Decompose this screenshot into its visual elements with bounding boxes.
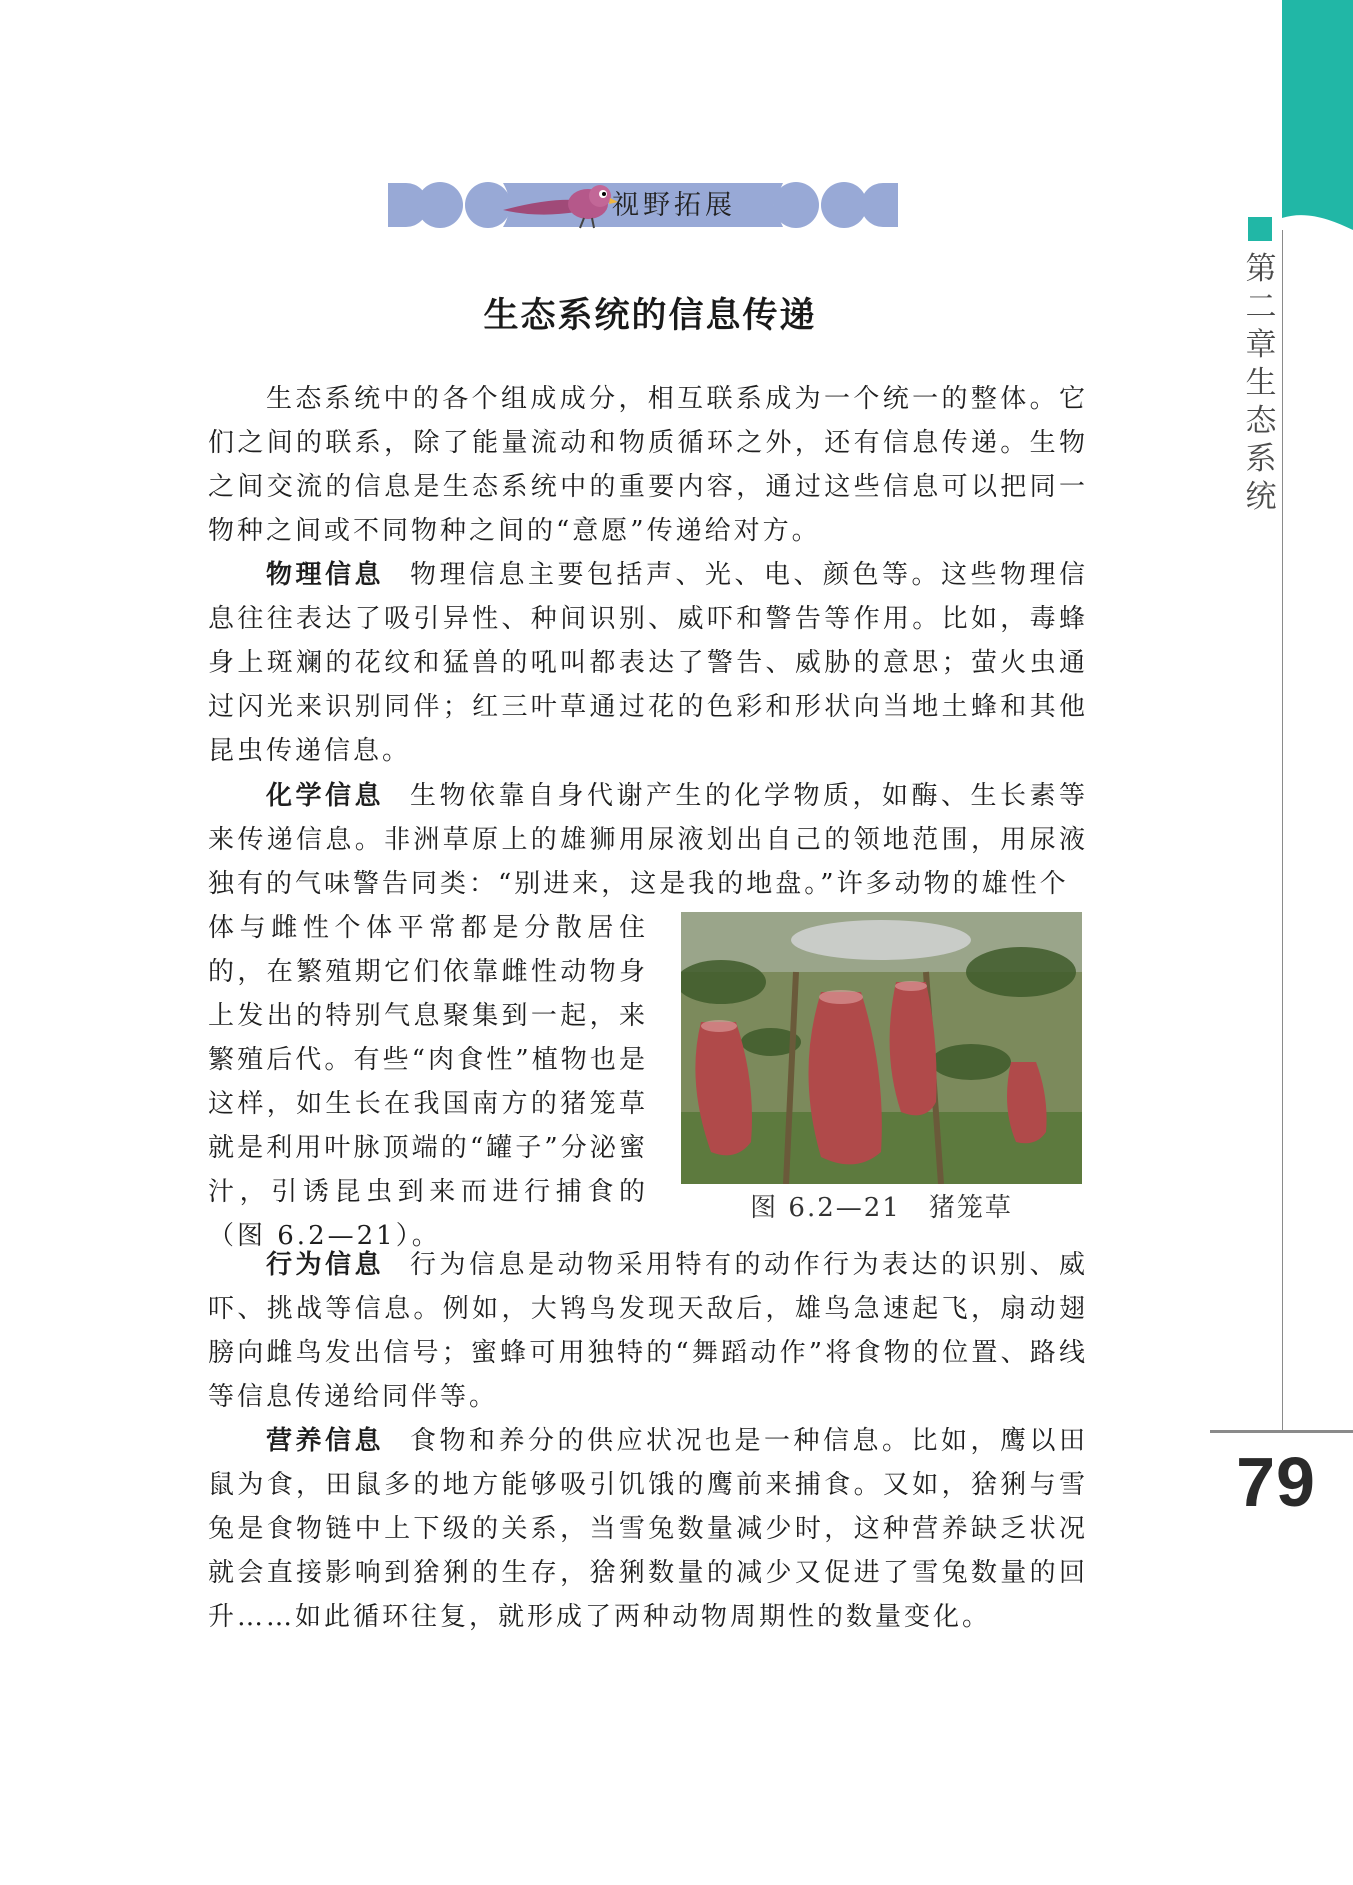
- chemical-text: 生物依靠自身代谢产生的化学物质，如酶、生长素等来传递信息。非洲草原上的雄狮用尿液划出自己的领地范围，用尿液独有的气味警告同类：“别进来，这是我的地盘。”许多动物的雄性个: [208, 781, 1088, 899]
- behavioral-lead: 行为信息: [266, 1250, 384, 1280]
- banner-label: 视野拓展: [612, 190, 736, 221]
- page-number-rule: [1210, 1430, 1353, 1433]
- chapter-tab: [1282, 0, 1353, 230]
- behavioral-text: 行为信息是动物采用特有的动作行为表达的识别、威吓、挑战等信息。例如，大鸨鸟发现天敌后，雄鸟急速起飞，扇动翅膀向雌鸟发出信号；蜜蜂可用独特的“舞蹈动作”将食物的位置、路线等信息传递给同伴等。: [208, 1250, 1088, 1412]
- chemical-wrap-paragraph: 体与雌性个体平常都是分散居住的，在繁殖期它们依靠雌性动物身上发出的特别气息聚集到一起，来繁殖后代。有些“肉食性”植物也是这样，如生长在我国南方的猪笼草就是利用叶脉顶端的“罐子”分泌蜜汁，引诱昆虫到来而进行捕食的（图 6.2—21）。: [208, 913, 648, 1251]
- physical-lead: 物理信息: [266, 560, 384, 590]
- chapter-title: 第二章 生态系统: [1245, 251, 1277, 515]
- intro-paragraph: 生态系统中的各个组成成分，相互联系成为一个统一的整体。它们之间的联系，除了能量流动和物质循环之外，还有信息传递。生物之间交流的信息是生态系统中的重要内容，通过这些信息可以把同一物种之间或不同物种之间的“意愿”传递给对方。: [208, 384, 1088, 546]
- nutritional-lead: 营养信息: [266, 1426, 384, 1456]
- chemical-lead: 化学信息: [266, 781, 384, 811]
- nutritional-text: 食物和养分的供应状况也是一种信息。比如，鹰以田鼠为食，田鼠多的地方能够吸引饥饿的鹰前来捕食。又如，猞猁与雪兔是食物链中上下级的关系，当雪兔数量减少时，这种营养缺乏状况就会直接影响到猞猁的生存，猞猁数量的减少又促进了雪兔数量的回升……如此循环往复，就形成了两种动物周期性的数量变化。: [208, 1426, 1088, 1632]
- article-title: 生态系统的信息传递: [483, 296, 817, 336]
- side-rule: [1282, 230, 1283, 1430]
- physical-text: 物理信息主要包括声、光、电、颜色等。这些物理信息往往表达了吸引异性、种间识别、威吓和警告等作用。比如，毒蜂身上斑斓的花纹和猛兽的吼叫都表达了警告、威胁的意思；萤火虫通过闪光来识别同伴；红三叶草通过花的色彩和形状向当地土蜂和其他昆虫传递信息。: [208, 560, 1088, 766]
- behavioral-paragraph: [208, 1243, 1088, 1419]
- physical-paragraph: [208, 553, 1088, 773]
- nutritional-paragraph: [208, 1419, 1088, 1639]
- page-number: 79: [1236, 1443, 1316, 1521]
- figure-caption: 图 6.2—21 猪笼草: [750, 1193, 1013, 1223]
- chemical-paragraph: [208, 774, 1088, 906]
- chapter-marker-square: [1248, 217, 1272, 241]
- pitcher-plant-photo: [681, 912, 1082, 1184]
